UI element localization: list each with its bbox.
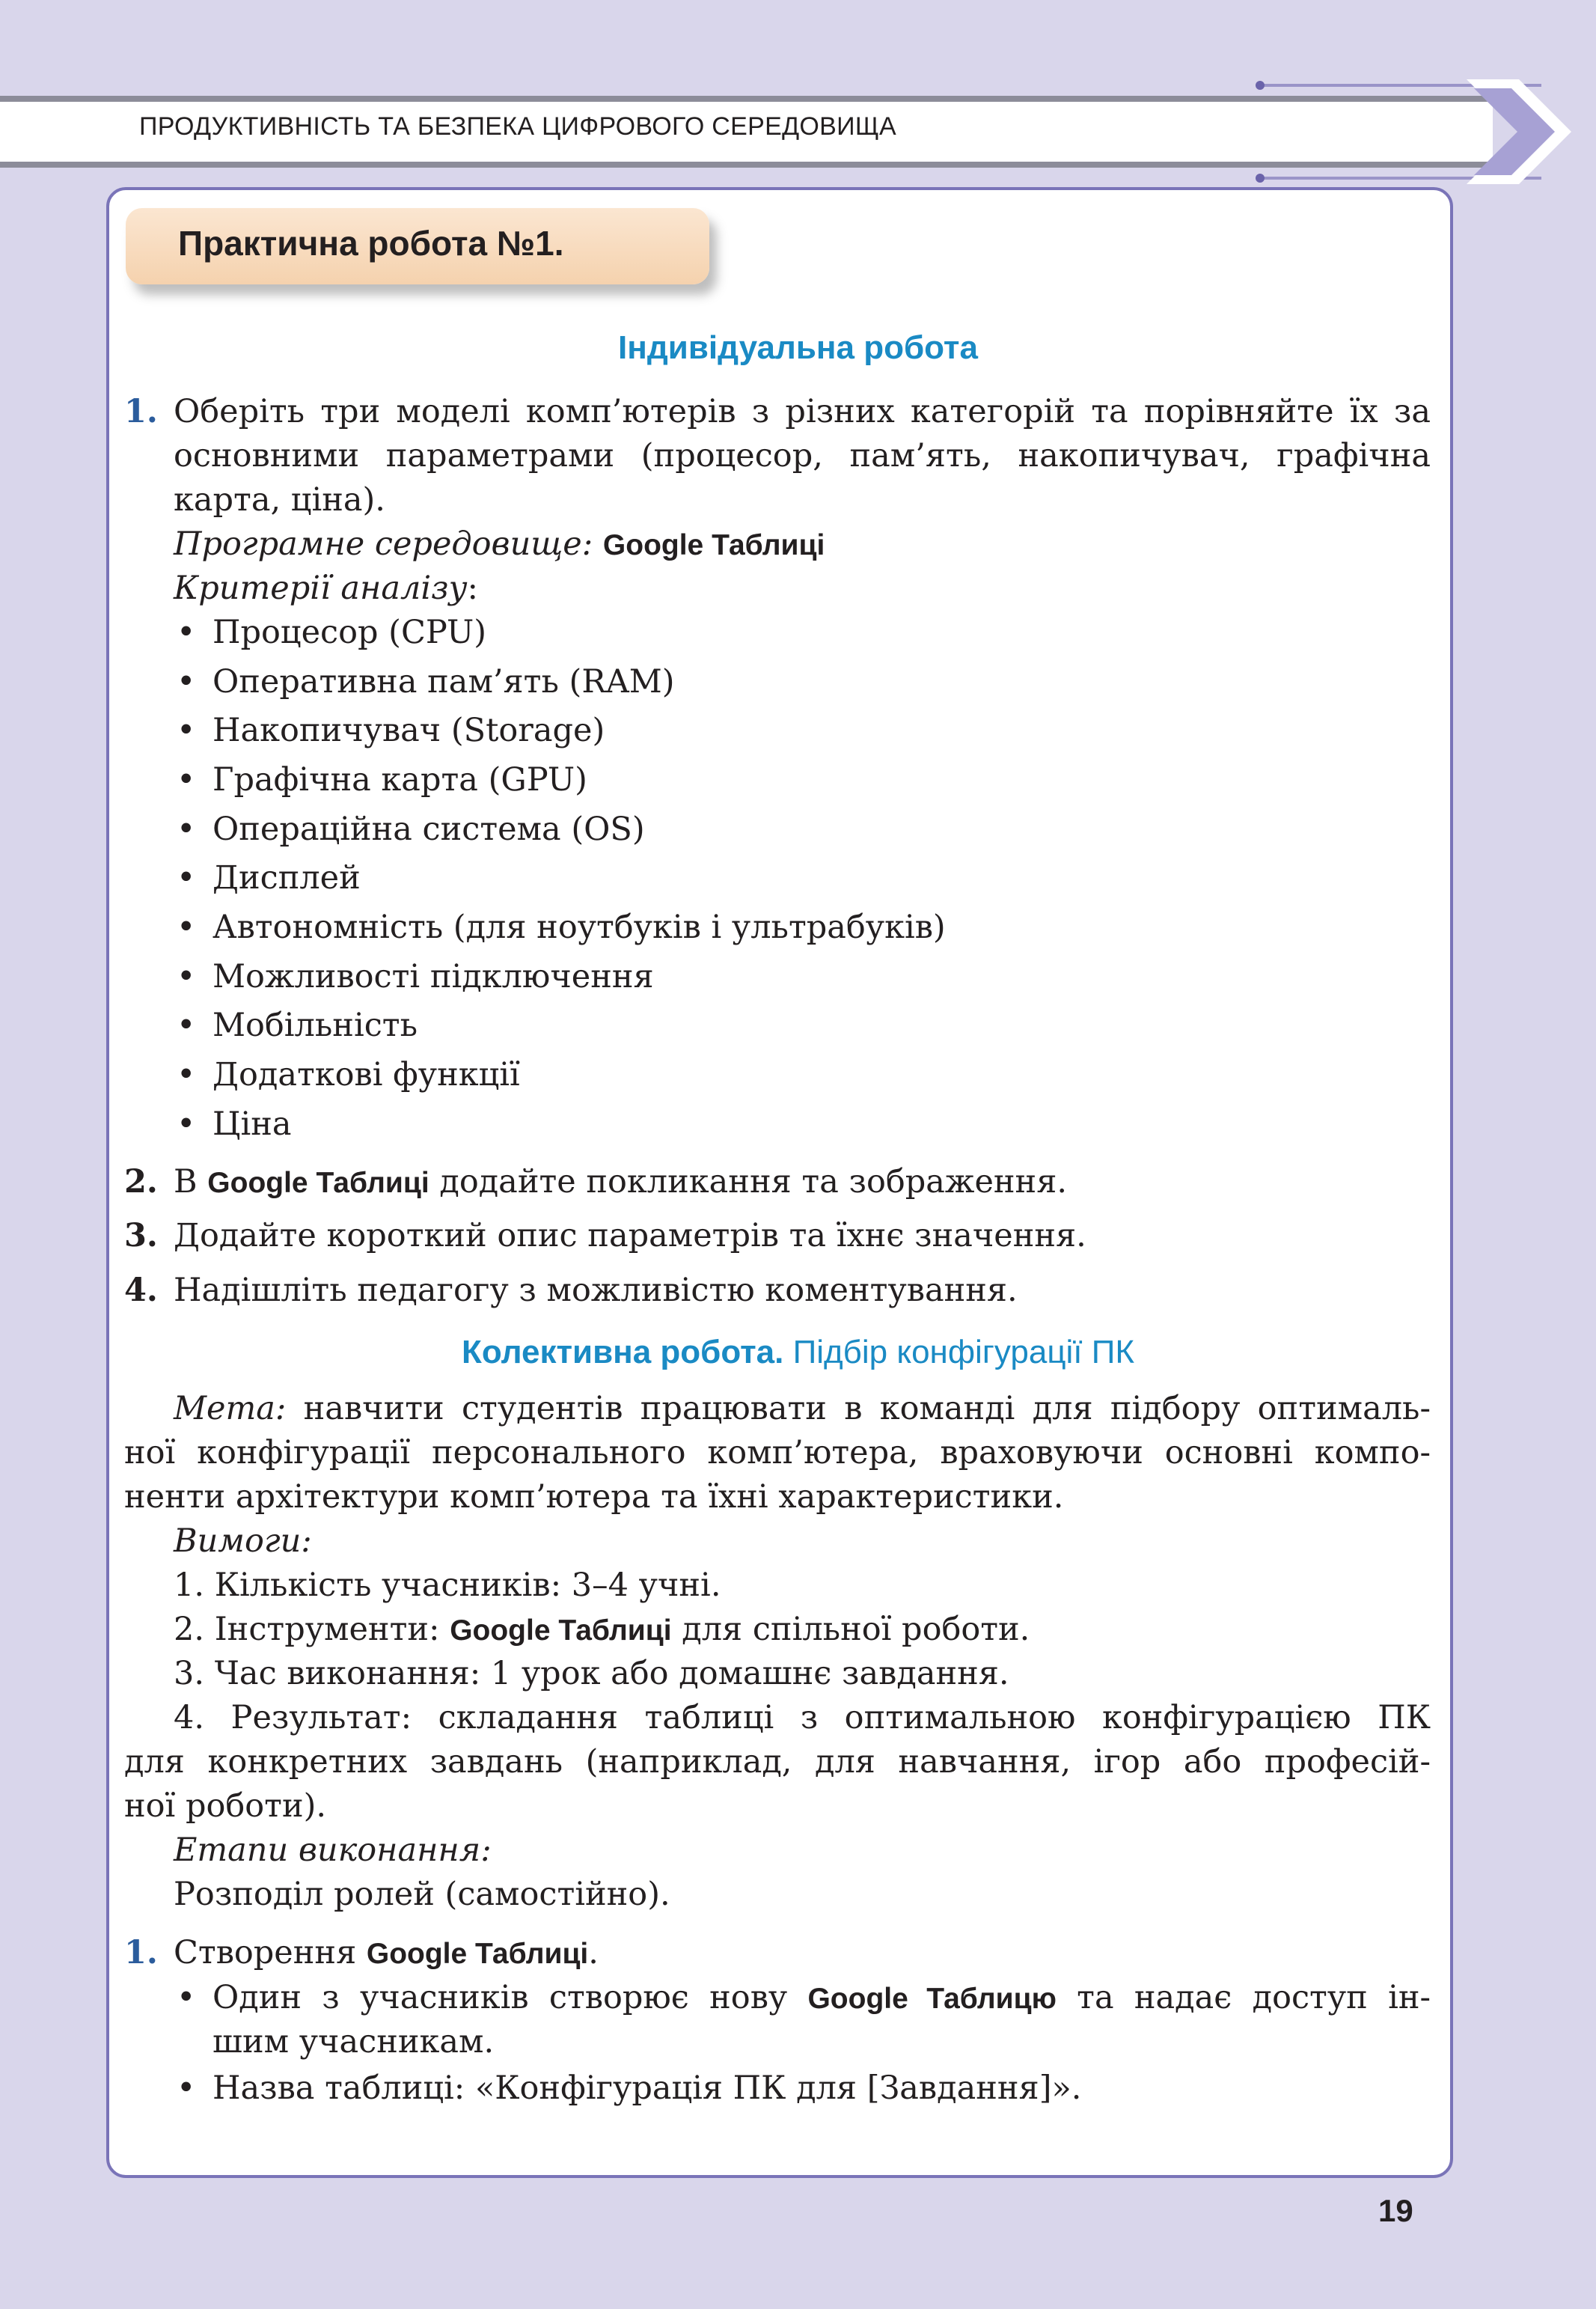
step1-bullet: Назва таблиці: «Конфігурація ПК для [Завдання]».: [213, 2069, 1082, 2107]
task1-line: основними параметрами (процесор, пам’ять, накопичувач, графічна: [174, 437, 1431, 475]
bullet-icon: •: [177, 761, 196, 799]
task2-text: В Google Таблиці додайте покликання та зображення.: [174, 1163, 1068, 1201]
task1-line: Оберіть три моделі комп’ютерів з різних категорій та порівняйте їх за: [174, 393, 1431, 430]
criteria-item: Мобільність: [213, 1007, 418, 1044]
criteria-item: Можливості підключення: [213, 958, 654, 995]
bullet-icon: •: [177, 1007, 196, 1044]
criteria-item: Оперативна пам’ять (RAM): [213, 663, 675, 701]
task-number: 3.: [124, 1217, 158, 1254]
requirement-item: 3. Час виконання: 1 урок або домашнє завдання.: [174, 1655, 1009, 1692]
step-number: 1.: [124, 1934, 158, 1971]
environment-label: Програмне середовище:: [174, 525, 593, 563]
task4-text: Надішліть педагогу з можливістю коментування.: [174, 1272, 1018, 1309]
environment-line: [174, 522, 825, 567]
roles-text: Розподіл ролей (самостійно).: [174, 1876, 670, 1913]
stages-heading: Етапи виконання:: [174, 1831, 492, 1869]
bullet-icon: •: [177, 811, 196, 848]
criteria-item: Графічна карта (GPU): [213, 761, 587, 799]
bullet-icon: •: [177, 1105, 196, 1143]
bullet-icon: •: [177, 712, 196, 749]
bullet-icon: •: [177, 2069, 196, 2107]
bullet-icon: •: [177, 614, 196, 651]
criteria-item: Операційна система (OS): [213, 811, 645, 848]
goal-line: ненти архітектури комп’ютера та їхні характеристики.: [124, 1478, 1064, 1516]
criteria-heading: Критерії аналізу:: [174, 570, 479, 607]
task-number: 2.: [124, 1163, 158, 1201]
practical-work-title: Практична робота №1.: [178, 224, 564, 263]
task-number: 4.: [124, 1272, 158, 1309]
header-arrow-icon: [1212, 72, 1571, 192]
task3-text: Додайте короткий опис параметрів та їхнє значення.: [174, 1217, 1086, 1254]
bullet-icon: •: [177, 1056, 196, 1094]
criteria-item: Ціна: [213, 1105, 292, 1143]
header-title: ПРОДУКТИВНІСТЬ ТА БЕЗПЕКА ЦИФРОВОГО СЕРЕДОВИЩА: [139, 112, 897, 141]
section-heading-collective: Колективна робота. Підбір конфігурації ПК: [461, 1334, 1134, 1370]
task-number: 1.: [124, 393, 158, 430]
goal-line: ної конфігурації персонального комп’ютера, враховуючи основні компо-: [124, 1434, 1431, 1471]
step1-bullet: шим учасникам.: [213, 2023, 495, 2061]
requirement-item: для конкретних завдань (наприклад, для навчання, ігор або професій-: [124, 1743, 1431, 1781]
page-number: 19: [1378, 2193, 1413, 2228]
requirement-item: 4. Результат: складання таблиці з оптимальною конфігурацією ПК: [174, 1699, 1431, 1736]
bullet-icon: •: [177, 1979, 196, 2016]
criteria-item: Додаткові функції: [213, 1056, 520, 1094]
requirement-item: 2. Інструменти: Google Таблиці для спільної роботи.: [174, 1611, 1030, 1648]
bullet-icon: •: [177, 958, 196, 995]
criteria-item: Процесор (CPU): [213, 614, 487, 651]
goal-line: Мета: навчити студентів працювати в команді для підбору оптималь-: [174, 1390, 1431, 1427]
bullet-icon: •: [177, 909, 196, 946]
step1-bullet: Один з учасників створює нову Google Таблицю та надає доступ ін-: [213, 1979, 1431, 2016]
requirements-heading: Вимоги:: [174, 1522, 312, 1560]
requirement-item: ної роботи).: [124, 1787, 327, 1825]
section-heading-individual: Індивідуальна робота: [618, 329, 978, 366]
requirement-item: 1. Кількість учасників: 3–4 учні.: [174, 1567, 721, 1604]
criteria-item: Накопичувач (Storage): [213, 712, 605, 749]
bullet-icon: •: [177, 859, 196, 897]
criteria-item: Дисплей: [213, 859, 361, 897]
step1-text: Створення Google Таблиці.: [174, 1934, 599, 1971]
bullet-icon: •: [177, 663, 196, 701]
task1-line: карта, ціна).: [174, 481, 385, 519]
criteria-item: Автономність (для ноутбуків і ультрабуків): [213, 909, 946, 946]
environment-value: Google Таблиці: [602, 529, 825, 561]
